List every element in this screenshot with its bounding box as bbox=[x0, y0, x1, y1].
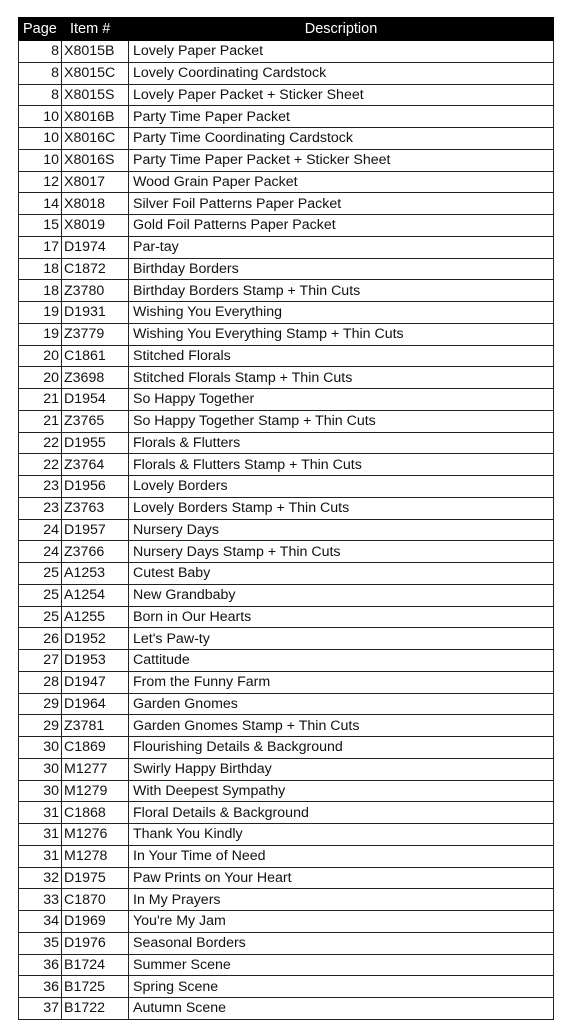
row-description-cell: Spring Scene bbox=[129, 976, 554, 998]
row-page-cell: 31 bbox=[19, 824, 62, 846]
row-description-cell: Garden Gnomes bbox=[129, 693, 554, 715]
row-item-number-cell: X8019 bbox=[62, 215, 129, 237]
row-page-cell: 25 bbox=[19, 584, 62, 606]
table-row bbox=[19, 737, 554, 759]
row-page-cell: 8 bbox=[19, 41, 62, 63]
row-item-number-cell: X8016C bbox=[62, 128, 129, 150]
row-page-cell: 35 bbox=[19, 932, 62, 954]
row-item-number-cell: Z3780 bbox=[62, 280, 129, 302]
row-description-cell: Paw Prints on Your Heart bbox=[129, 867, 554, 889]
row-description-cell: Lovely Borders Stamp + Thin Cuts bbox=[129, 497, 554, 519]
row-item-number-cell: Z3763 bbox=[62, 497, 129, 519]
table-row bbox=[19, 302, 554, 324]
table-row bbox=[19, 628, 554, 650]
row-description-cell: Silver Foil Patterns Paper Packet bbox=[129, 193, 554, 215]
table-row bbox=[19, 976, 554, 998]
table-row bbox=[19, 171, 554, 193]
row-item-number-cell: M1279 bbox=[62, 780, 129, 802]
row-description-cell: Seasonal Borders bbox=[129, 932, 554, 954]
row-item-number-cell: X8016B bbox=[62, 106, 129, 128]
row-description-cell: Floral Details & Background bbox=[129, 802, 554, 824]
table-row bbox=[19, 845, 554, 867]
row-item-number-cell: B1725 bbox=[62, 976, 129, 998]
row-description-cell: Wishing You Everything Stamp + Thin Cuts bbox=[129, 323, 554, 345]
row-item-number-cell: D1957 bbox=[62, 519, 129, 541]
table-row bbox=[19, 889, 554, 911]
row-page-cell: 36 bbox=[19, 976, 62, 998]
row-description-cell: Thank You Kindly bbox=[129, 824, 554, 846]
row-item-number-cell: C1869 bbox=[62, 737, 129, 759]
row-page-cell: 30 bbox=[19, 780, 62, 802]
row-item-number-cell: D1931 bbox=[62, 302, 129, 324]
row-description-cell: Stitched Florals Stamp + Thin Cuts bbox=[129, 367, 554, 389]
row-page-cell: 19 bbox=[19, 302, 62, 324]
table-row bbox=[19, 693, 554, 715]
row-description-cell: You're My Jam bbox=[129, 911, 554, 933]
row-description-cell: Swirly Happy Birthday bbox=[129, 758, 554, 780]
table-row bbox=[19, 454, 554, 476]
row-item-number-cell: C1868 bbox=[62, 802, 129, 824]
row-page-cell: 8 bbox=[19, 84, 62, 106]
row-item-number-cell: Z3779 bbox=[62, 323, 129, 345]
table-row bbox=[19, 650, 554, 672]
row-page-cell: 29 bbox=[19, 693, 62, 715]
row-item-number-cell: D1953 bbox=[62, 650, 129, 672]
row-description-cell: Flourishing Details & Background bbox=[129, 737, 554, 759]
row-item-number-cell: A1255 bbox=[62, 606, 129, 628]
row-item-number-cell: D1975 bbox=[62, 867, 129, 889]
row-page-cell: 10 bbox=[19, 106, 62, 128]
row-page-cell: 10 bbox=[19, 149, 62, 171]
row-description-cell: So Happy Together Stamp + Thin Cuts bbox=[129, 410, 554, 432]
table-row bbox=[19, 389, 554, 411]
row-page-cell: 23 bbox=[19, 476, 62, 498]
row-page-cell: 18 bbox=[19, 258, 62, 280]
table-header bbox=[19, 18, 554, 41]
table-row bbox=[19, 215, 554, 237]
row-item-number-cell: C1870 bbox=[62, 889, 129, 911]
row-page-cell: 24 bbox=[19, 541, 62, 563]
table-row bbox=[19, 541, 554, 563]
row-page-cell: 30 bbox=[19, 737, 62, 759]
row-item-number-cell: D1976 bbox=[62, 932, 129, 954]
row-page-cell: 17 bbox=[19, 236, 62, 258]
row-item-number-cell: X8015S bbox=[62, 84, 129, 106]
row-description-cell: Summer Scene bbox=[129, 954, 554, 976]
row-item-number-cell: D1947 bbox=[62, 671, 129, 693]
row-description-cell: Wishing You Everything bbox=[129, 302, 554, 324]
row-item-number-cell: Z3698 bbox=[62, 367, 129, 389]
row-description-cell: Born in Our Hearts bbox=[129, 606, 554, 628]
row-description-cell: Florals & Flutters Stamp + Thin Cuts bbox=[129, 454, 554, 476]
row-item-number-cell: Z3765 bbox=[62, 410, 129, 432]
row-description-cell: Cutest Baby bbox=[129, 563, 554, 585]
row-description-cell: Party Time Paper Packet + Sticker Sheet bbox=[129, 149, 554, 171]
table-row bbox=[19, 84, 554, 106]
row-description-cell: Wood Grain Paper Packet bbox=[129, 171, 554, 193]
row-item-number-cell: X8018 bbox=[62, 193, 129, 215]
row-page-cell: 32 bbox=[19, 867, 62, 889]
row-description-cell: Florals & Flutters bbox=[129, 432, 554, 454]
table-row bbox=[19, 193, 554, 215]
row-page-cell: 21 bbox=[19, 410, 62, 432]
row-item-number-cell: B1722 bbox=[62, 998, 129, 1020]
row-item-number-cell: C1872 bbox=[62, 258, 129, 280]
row-page-cell: 14 bbox=[19, 193, 62, 215]
table-row bbox=[19, 715, 554, 737]
table-row bbox=[19, 563, 554, 585]
row-page-cell: 20 bbox=[19, 367, 62, 389]
table-row bbox=[19, 932, 554, 954]
row-description-cell: From the Funny Farm bbox=[129, 671, 554, 693]
row-description-cell: Garden Gnomes Stamp + Thin Cuts bbox=[129, 715, 554, 737]
row-item-number-cell: X8017 bbox=[62, 171, 129, 193]
row-page-cell: 37 bbox=[19, 998, 62, 1020]
table-row bbox=[19, 345, 554, 367]
table-row bbox=[19, 149, 554, 171]
row-page-cell: 23 bbox=[19, 497, 62, 519]
table-row bbox=[19, 128, 554, 150]
row-description-cell: Nursery Days bbox=[129, 519, 554, 541]
row-description-cell: So Happy Together bbox=[129, 389, 554, 411]
row-item-number-cell: X8016S bbox=[62, 149, 129, 171]
table-row bbox=[19, 780, 554, 802]
table-row bbox=[19, 258, 554, 280]
table-row bbox=[19, 671, 554, 693]
row-description-cell: Let's Paw-ty bbox=[129, 628, 554, 650]
row-item-number-cell: D1954 bbox=[62, 389, 129, 411]
row-description-cell: Nursery Days Stamp + Thin Cuts bbox=[129, 541, 554, 563]
row-item-number-cell: D1969 bbox=[62, 911, 129, 933]
header-description: Description bbox=[129, 18, 554, 41]
row-page-cell: 30 bbox=[19, 758, 62, 780]
header-page: Page bbox=[19, 18, 62, 41]
row-description-cell: Lovely Paper Packet bbox=[129, 41, 554, 63]
row-description-cell: In My Prayers bbox=[129, 889, 554, 911]
table-row bbox=[19, 954, 554, 976]
row-page-cell: 25 bbox=[19, 606, 62, 628]
row-page-cell: 27 bbox=[19, 650, 62, 672]
row-page-cell: 31 bbox=[19, 802, 62, 824]
table-row bbox=[19, 758, 554, 780]
table-row bbox=[19, 998, 554, 1020]
row-page-cell: 20 bbox=[19, 345, 62, 367]
row-page-cell: 34 bbox=[19, 911, 62, 933]
row-description-cell: Lovely Coordinating Cardstock bbox=[129, 62, 554, 84]
row-page-cell: 22 bbox=[19, 454, 62, 476]
catalog-table bbox=[18, 17, 554, 1020]
row-page-cell: 33 bbox=[19, 889, 62, 911]
table-row bbox=[19, 606, 554, 628]
row-item-number-cell: X8015C bbox=[62, 62, 129, 84]
row-description-cell: Gold Foil Patterns Paper Packet bbox=[129, 215, 554, 237]
row-description-cell: Stitched Florals bbox=[129, 345, 554, 367]
table-row bbox=[19, 824, 554, 846]
row-item-number-cell: C1861 bbox=[62, 345, 129, 367]
row-item-number-cell: A1254 bbox=[62, 584, 129, 606]
header-row bbox=[19, 18, 554, 41]
row-page-cell: 26 bbox=[19, 628, 62, 650]
row-page-cell: 22 bbox=[19, 432, 62, 454]
row-page-cell: 29 bbox=[19, 715, 62, 737]
row-item-number-cell: D1974 bbox=[62, 236, 129, 258]
table-row bbox=[19, 280, 554, 302]
row-page-cell: 12 bbox=[19, 171, 62, 193]
row-item-number-cell: D1956 bbox=[62, 476, 129, 498]
row-description-cell: Par-tay bbox=[129, 236, 554, 258]
header-item-number: Item # bbox=[62, 18, 129, 41]
row-description-cell: With Deepest Sympathy bbox=[129, 780, 554, 802]
table-row bbox=[19, 584, 554, 606]
row-item-number-cell: D1952 bbox=[62, 628, 129, 650]
row-page-cell: 28 bbox=[19, 671, 62, 693]
row-description-cell: Lovely Borders bbox=[129, 476, 554, 498]
row-page-cell: 10 bbox=[19, 128, 62, 150]
row-item-number-cell: D1955 bbox=[62, 432, 129, 454]
table-row bbox=[19, 236, 554, 258]
row-page-cell: 18 bbox=[19, 280, 62, 302]
table-row bbox=[19, 106, 554, 128]
row-page-cell: 31 bbox=[19, 845, 62, 867]
row-description-cell: Lovely Paper Packet + Sticker Sheet bbox=[129, 84, 554, 106]
table-row bbox=[19, 432, 554, 454]
row-description-cell: Party Time Paper Packet bbox=[129, 106, 554, 128]
row-item-number-cell: Z3781 bbox=[62, 715, 129, 737]
table-row bbox=[19, 911, 554, 933]
row-description-cell: Party Time Coordinating Cardstock bbox=[129, 128, 554, 150]
table-row bbox=[19, 62, 554, 84]
row-page-cell: 8 bbox=[19, 62, 62, 84]
table-row bbox=[19, 497, 554, 519]
row-item-number-cell: Z3764 bbox=[62, 454, 129, 476]
row-description-cell: Autumn Scene bbox=[129, 998, 554, 1020]
row-item-number-cell: X8015B bbox=[62, 41, 129, 63]
row-item-number-cell: B1724 bbox=[62, 954, 129, 976]
row-page-cell: 36 bbox=[19, 954, 62, 976]
table-row bbox=[19, 410, 554, 432]
table-row bbox=[19, 367, 554, 389]
row-page-cell: 15 bbox=[19, 215, 62, 237]
row-description-cell: New Grandbaby bbox=[129, 584, 554, 606]
table-row bbox=[19, 41, 554, 63]
table-row bbox=[19, 519, 554, 541]
row-page-cell: 21 bbox=[19, 389, 62, 411]
table-row bbox=[19, 476, 554, 498]
row-item-number-cell: M1276 bbox=[62, 824, 129, 846]
row-item-number-cell: M1277 bbox=[62, 758, 129, 780]
row-item-number-cell: A1253 bbox=[62, 563, 129, 585]
table-row bbox=[19, 802, 554, 824]
table-row bbox=[19, 867, 554, 889]
row-page-cell: 19 bbox=[19, 323, 62, 345]
table-row bbox=[19, 323, 554, 345]
row-description-cell: Birthday Borders Stamp + Thin Cuts bbox=[129, 280, 554, 302]
row-description-cell: Birthday Borders bbox=[129, 258, 554, 280]
row-description-cell: Cattitude bbox=[129, 650, 554, 672]
row-page-cell: 25 bbox=[19, 563, 62, 585]
row-item-number-cell: D1964 bbox=[62, 693, 129, 715]
row-description-cell: In Your Time of Need bbox=[129, 845, 554, 867]
row-item-number-cell: Z3766 bbox=[62, 541, 129, 563]
row-page-cell: 24 bbox=[19, 519, 62, 541]
row-item-number-cell: M1278 bbox=[62, 845, 129, 867]
table-body bbox=[19, 41, 554, 1020]
